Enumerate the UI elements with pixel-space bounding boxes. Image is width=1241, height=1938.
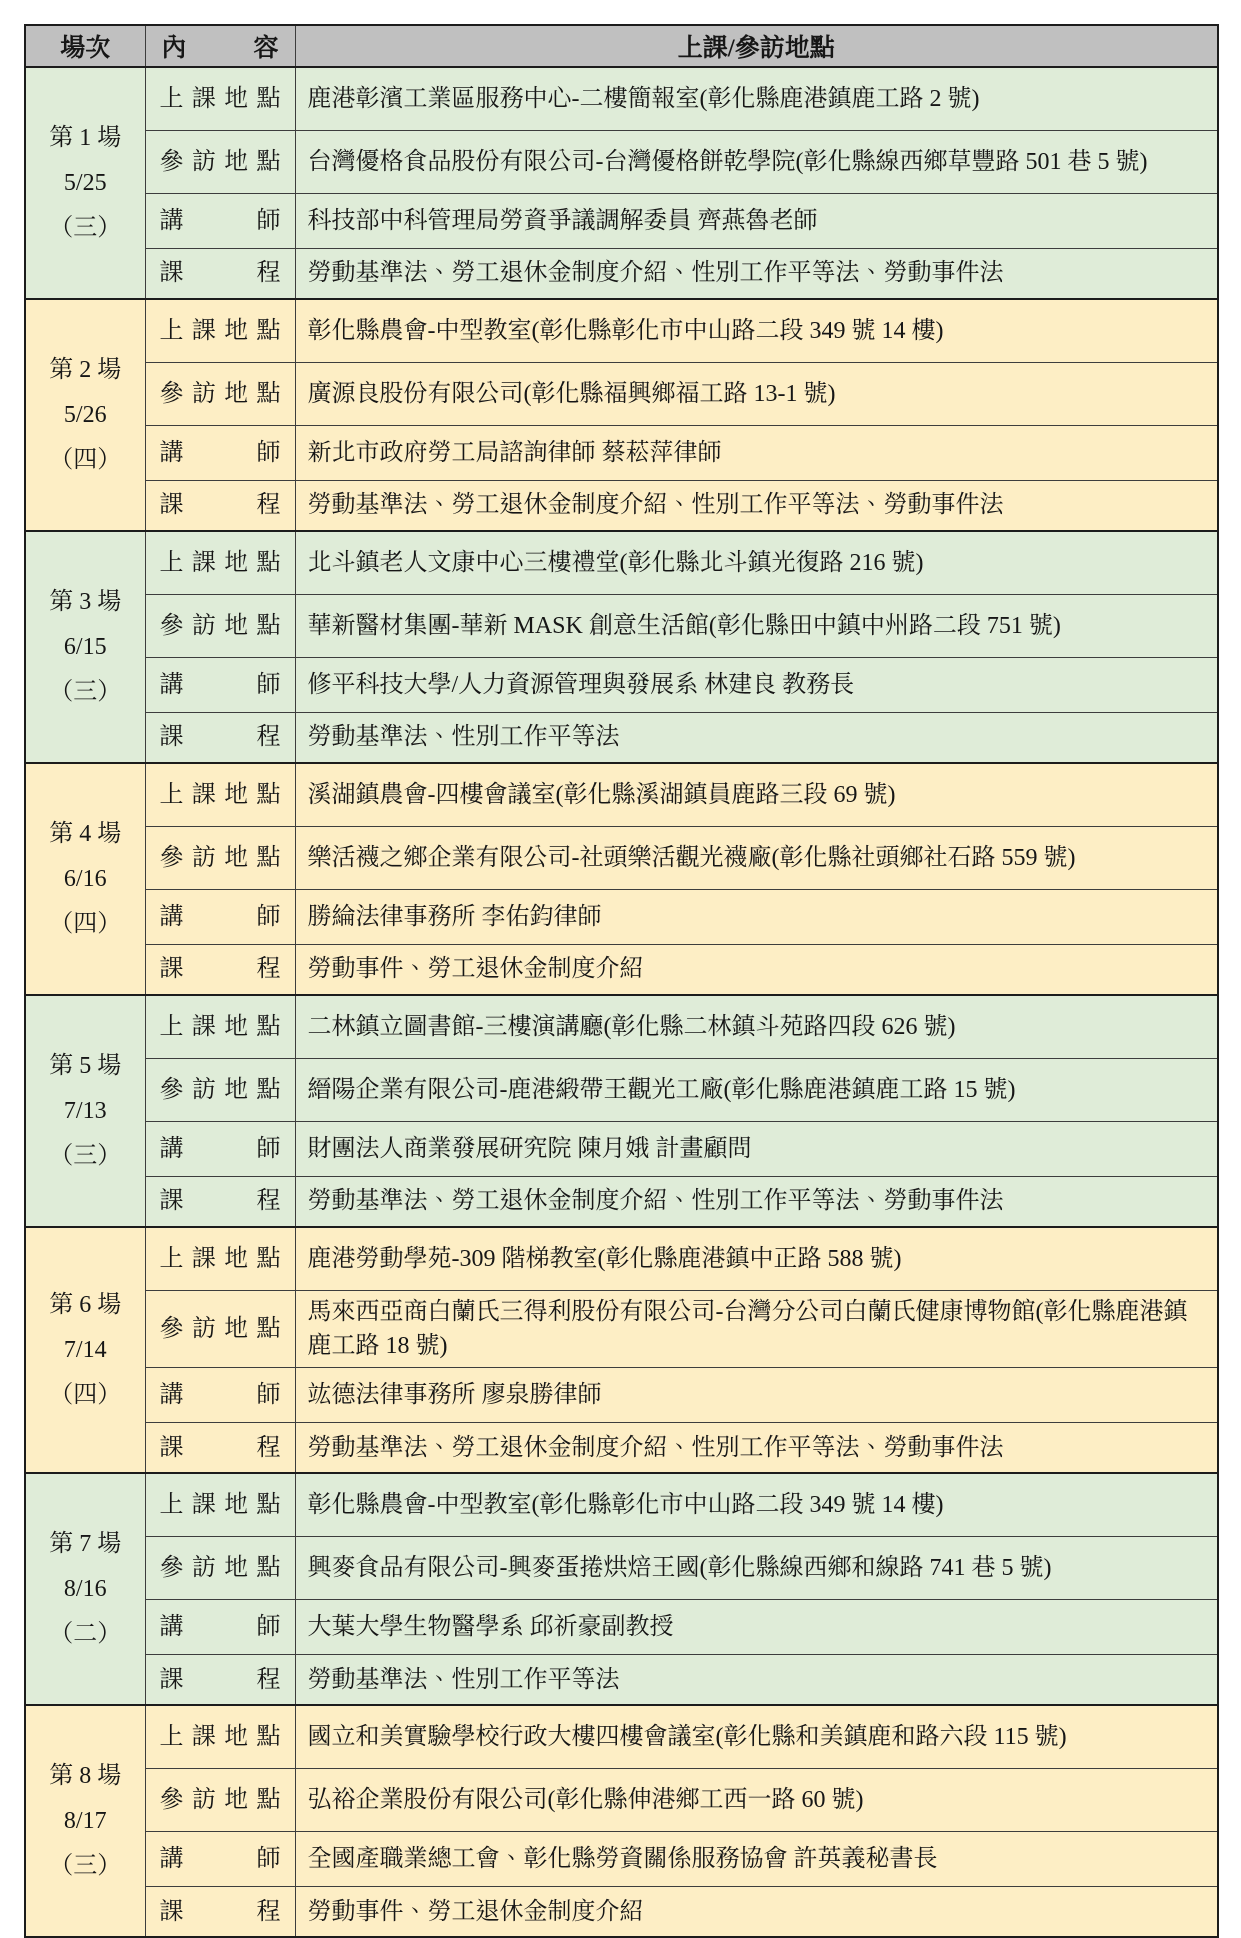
session-7-row-class-location [25, 1473, 1218, 1537]
session-5-row-lecturer [25, 1122, 1218, 1177]
session-8-row-course [25, 1887, 1218, 1938]
session-weekday: （三） [49, 679, 122, 706]
session-weekday: （四） [49, 447, 122, 474]
row-label-lecturer: 講 師 [145, 1122, 295, 1177]
course-schedule-table [24, 24, 1219, 1938]
session-cell [25, 1227, 145, 1473]
session-3-row-course [25, 713, 1218, 764]
session-4-row-lecturer [25, 890, 1218, 945]
session-8-row-lecturer [25, 1832, 1218, 1887]
row-label-visit-location: 參 訪 地 點 [145, 131, 295, 194]
session-2-row-class-location [25, 299, 1218, 363]
row-label-class-location: 上 課 地 點 [145, 531, 295, 595]
row-label-lecturer: 講 師 [145, 1368, 295, 1423]
session-weekday: （三） [49, 1853, 122, 1880]
row-label-course: 課 程 [145, 1655, 295, 1706]
lecturer-cell: 科技部中科管理局勞資爭議調解委員 齊燕魯老師 [295, 194, 1218, 249]
visit-location-cell: 縉陽企業有限公司-鹿港緞帶王觀光工廠(彰化縣鹿港鎮鹿工路 15 號) [295, 1059, 1218, 1122]
session-cell [25, 763, 145, 995]
lecturer-cell: 財團法人商業發展研究院 陳月娥 計畫顧問 [295, 1122, 1218, 1177]
row-label-class-location: 上 課 地 點 [145, 995, 295, 1059]
row-label-course: 課 程 [145, 945, 295, 996]
course-cell: 勞動事件、勞工退休金制度介紹 [295, 1887, 1218, 1938]
course-cell: 勞動基準法、性別工作平等法 [295, 713, 1218, 764]
row-label-class-location: 上 課 地 點 [145, 1227, 295, 1291]
visit-location-cell: 弘裕企業股份有限公司(彰化縣伸港鄉工西一路 60 號) [295, 1769, 1218, 1832]
visit-location-cell: 樂活襪之鄉企業有限公司-社頭樂活觀光襪廠(彰化縣社頭鄉社石路 559 號) [295, 827, 1218, 890]
session-3-row-visit-location [25, 595, 1218, 658]
session-weekday: （四） [49, 911, 122, 938]
session-4-row-class-location [25, 763, 1218, 827]
row-label-class-location: 上 課 地 點 [145, 1473, 295, 1537]
session-number: 第 4 場 [49, 820, 122, 847]
course-cell: 勞動基準法、性別工作平等法 [295, 1655, 1218, 1706]
lecturer-cell: 勝綸法律事務所 李佑鈞律師 [295, 890, 1218, 945]
row-label-lecturer: 講 師 [145, 1832, 295, 1887]
course-cell: 勞動基準法、勞工退休金制度介紹、性別工作平等法、勞動事件法 [295, 1177, 1218, 1228]
visit-location-cell: 興麥食品有限公司-興麥蛋捲烘焙王國(彰化縣線西鄉和線路 741 巷 5 號) [295, 1537, 1218, 1600]
lecturer-cell: 大葉大學生物醫學系 邱祈豪副教授 [295, 1600, 1218, 1655]
visit-location-cell: 華新醫材集團-華新 MASK 創意生活館(彰化縣田中鎮中州路二段 751 號) [295, 595, 1218, 658]
course-cell: 勞動基準法、勞工退休金制度介紹、性別工作平等法、勞動事件法 [295, 481, 1218, 532]
class-location-cell: 北斗鎮老人文康中心三樓禮堂(彰化縣北斗鎮光復路 216 號) [295, 531, 1218, 595]
session-4-row-course [25, 945, 1218, 996]
column-header-session: 場次 [25, 25, 145, 67]
row-label-class-location: 上 課 地 點 [145, 763, 295, 827]
session-6-row-course [25, 1423, 1218, 1474]
session-1-row-visit-location [25, 131, 1218, 194]
session-weekday: （三） [49, 215, 122, 242]
session-date: 6/16 [63, 865, 107, 892]
session-3-row-lecturer [25, 658, 1218, 713]
row-label-course: 課 程 [145, 249, 295, 300]
session-7-row-visit-location [25, 1537, 1218, 1600]
session-number: 第 6 場 [49, 1291, 122, 1318]
row-label-course: 課 程 [145, 481, 295, 532]
header-row [25, 25, 1218, 67]
session-1-row-lecturer [25, 194, 1218, 249]
session-cell [25, 1473, 145, 1705]
session-cell [25, 1705, 145, 1937]
session-2-row-course [25, 481, 1218, 532]
session-5-row-course [25, 1177, 1218, 1228]
lecturer-cell: 新北市政府勞工局諮詢律師 蔡菘萍律師 [295, 426, 1218, 481]
column-header-content: 內 容 [145, 25, 295, 67]
session-cell [25, 995, 145, 1227]
session-2-row-visit-location [25, 363, 1218, 426]
class-location-cell: 彰化縣農會-中型教室(彰化縣彰化市中山路二段 349 號 14 樓) [295, 1473, 1218, 1537]
session-weekday: （二） [49, 1621, 122, 1648]
course-cell: 勞動事件、勞工退休金制度介紹 [295, 945, 1218, 996]
session-number: 第 7 場 [49, 1531, 122, 1558]
session-5-row-visit-location [25, 1059, 1218, 1122]
row-label-visit-location: 參 訪 地 點 [145, 1769, 295, 1832]
row-label-lecturer: 講 師 [145, 194, 295, 249]
row-label-lecturer: 講 師 [145, 890, 295, 945]
session-date: 6/15 [63, 633, 107, 660]
course-cell: 勞動基準法、勞工退休金制度介紹、性別工作平等法、勞動事件法 [295, 1423, 1218, 1474]
session-date: 8/16 [63, 1576, 107, 1603]
session-6-row-class-location [25, 1227, 1218, 1291]
session-number: 第 5 場 [49, 1052, 122, 1079]
row-label-visit-location: 參 訪 地 點 [145, 1059, 295, 1122]
class-location-cell: 鹿港勞動學苑-309 階梯教室(彰化縣鹿港鎮中正路 588 號) [295, 1227, 1218, 1291]
class-location-cell: 溪湖鎮農會-四樓會議室(彰化縣溪湖鎮員鹿路三段 69 號) [295, 763, 1218, 827]
session-3-row-class-location [25, 531, 1218, 595]
session-6-row-visit-location [25, 1291, 1218, 1368]
visit-location-cell: 台灣優格食品股份有限公司-台灣優格餅乾學院(彰化縣線西鄉草豐路 501 巷 5 號) [295, 131, 1218, 194]
row-label-visit-location: 參 訪 地 點 [145, 827, 295, 890]
class-location-cell: 彰化縣農會-中型教室(彰化縣彰化市中山路二段 349 號 14 樓) [295, 299, 1218, 363]
session-number: 第 1 場 [49, 124, 122, 151]
row-label-visit-location: 參 訪 地 點 [145, 363, 295, 426]
course-cell: 勞動基準法、勞工退休金制度介紹、性別工作平等法、勞動事件法 [295, 249, 1218, 300]
class-location-cell: 國立和美實驗學校行政大樓四樓會議室(彰化縣和美鎮鹿和路六段 115 號) [295, 1705, 1218, 1769]
session-date: 7/14 [63, 1337, 107, 1364]
session-weekday: （四） [49, 1382, 122, 1409]
session-1-row-course [25, 249, 1218, 300]
session-date: 5/26 [63, 401, 107, 428]
session-cell [25, 299, 145, 531]
session-cell [25, 531, 145, 763]
session-2-row-lecturer [25, 426, 1218, 481]
session-number: 第 2 場 [49, 356, 122, 383]
row-label-visit-location: 參 訪 地 點 [145, 1291, 295, 1368]
row-label-lecturer: 講 師 [145, 658, 295, 713]
class-location-cell: 鹿港彰濱工業區服務中心-二樓簡報室(彰化縣鹿港鎮鹿工路 2 號) [295, 67, 1218, 131]
row-label-class-location: 上 課 地 點 [145, 299, 295, 363]
column-header-location: 上課/參訪地點 [295, 25, 1218, 67]
session-8-row-visit-location [25, 1769, 1218, 1832]
session-6-row-lecturer [25, 1368, 1218, 1423]
class-location-cell: 二林鎮立圖書館-三樓演講廳(彰化縣二林鎮斗苑路四段 626 號) [295, 995, 1218, 1059]
row-label-class-location: 上 課 地 點 [145, 67, 295, 131]
session-number: 第 8 場 [49, 1763, 122, 1790]
lecturer-cell: 竑德法律事務所 廖泉勝律師 [295, 1368, 1218, 1423]
session-1-row-class-location [25, 67, 1218, 131]
row-label-lecturer: 講 師 [145, 1600, 295, 1655]
row-label-visit-location: 參 訪 地 點 [145, 595, 295, 658]
row-label-course: 課 程 [145, 1423, 295, 1474]
row-label-class-location: 上 課 地 點 [145, 1705, 295, 1769]
session-7-row-course [25, 1655, 1218, 1706]
session-cell [25, 67, 145, 299]
session-4-row-visit-location [25, 827, 1218, 890]
row-label-course: 課 程 [145, 1177, 295, 1228]
session-5-row-class-location [25, 995, 1218, 1059]
session-date: 7/13 [63, 1097, 107, 1124]
lecturer-cell: 修平科技大學/人力資源管理與發展系 林建良 教務長 [295, 658, 1218, 713]
row-label-course: 課 程 [145, 713, 295, 764]
session-8-row-class-location [25, 1705, 1218, 1769]
row-label-lecturer: 講 師 [145, 426, 295, 481]
session-7-row-lecturer [25, 1600, 1218, 1655]
visit-location-cell: 馬來西亞商白蘭氏三得利股份有限公司-台灣分公司白蘭氏健康博物館(彰化縣鹿港鎮鹿工路 18 號) [295, 1291, 1218, 1368]
session-date: 5/25 [63, 169, 107, 196]
visit-location-cell: 廣源良股份有限公司(彰化縣福興鄉福工路 13-1 號) [295, 363, 1218, 426]
row-label-visit-location: 參 訪 地 點 [145, 1537, 295, 1600]
row-label-course: 課 程 [145, 1887, 295, 1938]
session-weekday: （三） [49, 1143, 122, 1170]
session-number: 第 3 場 [49, 588, 122, 615]
session-date: 8/17 [63, 1808, 107, 1835]
lecturer-cell: 全國產職業總工會、彰化縣勞資關係服務協會 許英義秘書長 [295, 1832, 1218, 1887]
